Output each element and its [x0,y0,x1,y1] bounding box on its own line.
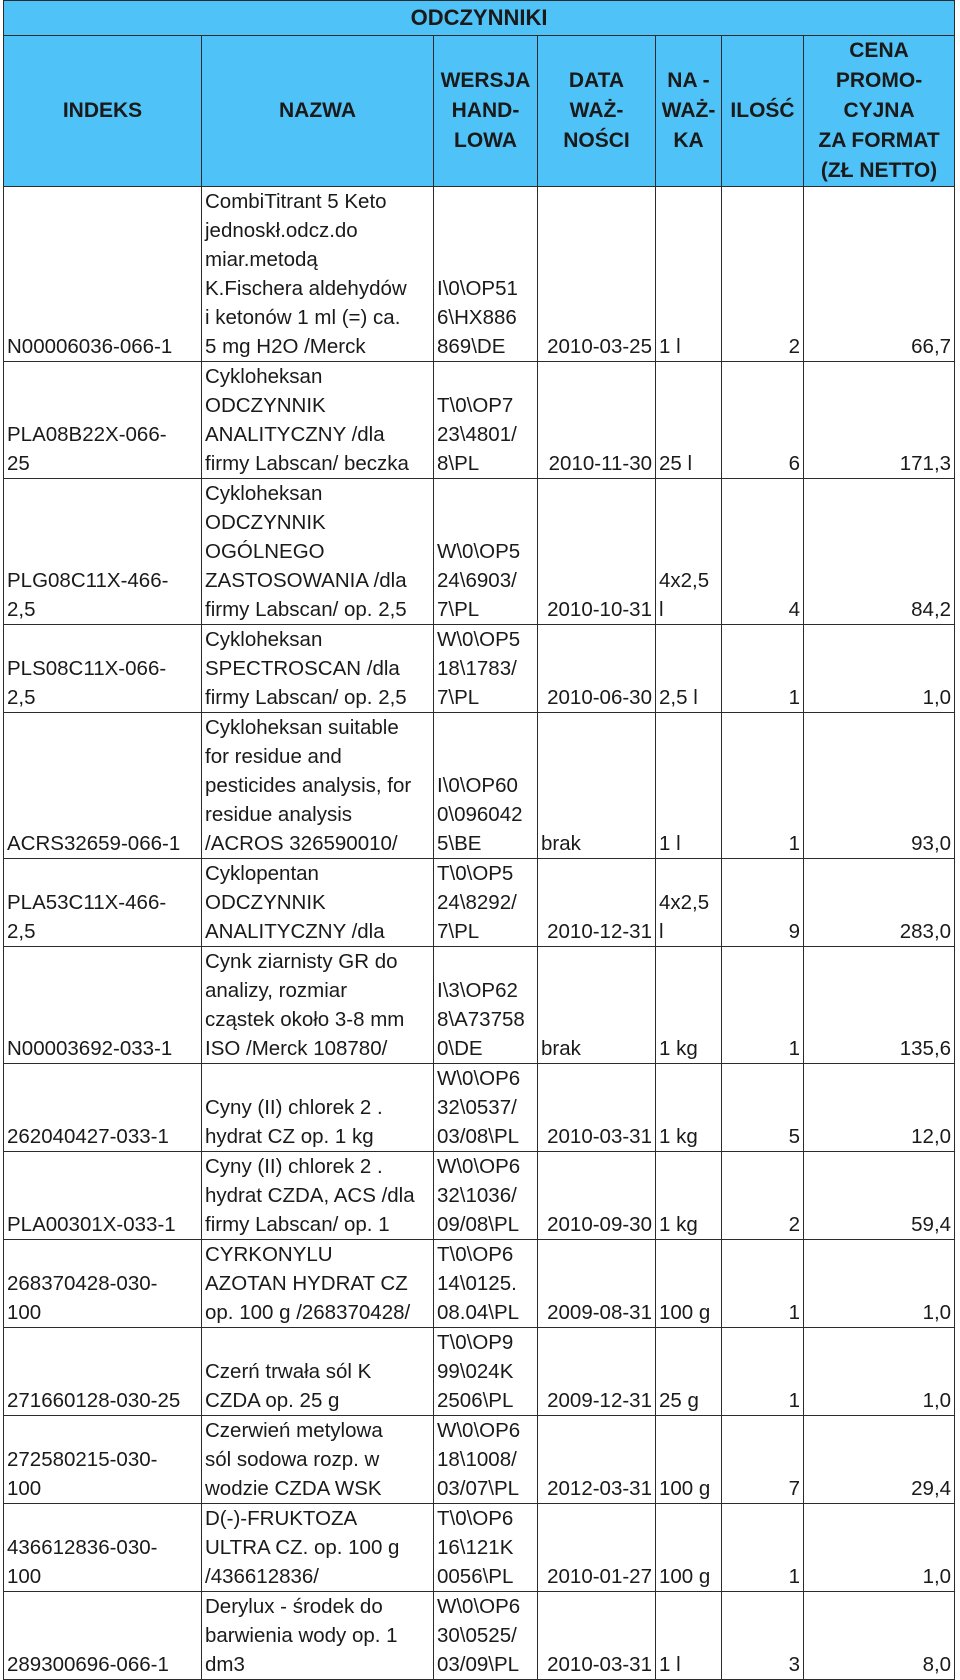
wersja-cell [434,947,538,1064]
wersja-cell-line: 0\DE [437,1037,483,1060]
indeks-cell [4,187,202,362]
nazwa-cell-line: barwienia wody op. 1 [205,1624,398,1647]
nawazka-cell-line: 1 l [659,1653,681,1676]
wersja-cell-line: 09/08\PL [437,1213,520,1236]
nazwa-cell [202,1328,434,1416]
header-line: NAZWA [279,99,356,122]
wersja-cell-line: 30\0525/ [437,1624,517,1647]
nazwa-cell-line: ODCZYNNIK [205,511,326,534]
nazwa-cell-line: hydrat CZDA, ACS /dla [205,1184,415,1207]
nazwa-cell-line: dm3 [205,1653,245,1676]
nazwa-cell-line: Cyny (II) chlorek 2 . [205,1155,383,1178]
header-line: LOWA [454,129,517,152]
nazwa-cell-line: sól sodowa rozp. w [205,1448,380,1471]
nawazka-cell [656,187,722,362]
indeks-cell [4,713,202,859]
nazwa-cell [202,1240,434,1328]
indeks-cell [4,947,202,1064]
wersja-cell-line: W\0\OP5 [437,540,521,563]
nazwa-cell-line: CYRKONYLU [205,1243,333,1266]
nawazka-cell-line: 4x2,5 [659,569,710,592]
indeks-cell [4,1152,202,1240]
header-line: HAND- [451,99,520,122]
nazwa-cell-line: wodzie CZDA WSK [205,1477,382,1500]
nawazka-cell-line: 100 g [659,1301,711,1324]
cena-cell: 135,6 [804,947,955,1064]
cena-cell: 1,0 [804,1504,955,1592]
nawazka-cell-line: 1 l [659,832,681,855]
nazwa-cell-line: /436612836/ [205,1565,320,1588]
nazwa-cell [202,713,434,859]
nawazka-cell [656,1592,722,1680]
nazwa-cell-line: D(-)-FRUKTOZA [205,1507,358,1530]
nawazka-cell-line: 2,5 l [659,686,698,709]
indeks-cell-line: PLA08B22X-066- [7,423,167,446]
wersja-cell-line: 24\6903/ [437,569,517,592]
nazwa-cell-line: firmy Labscan/ op. 2,5 [205,686,407,709]
ilosc-cell: 1 [722,1504,804,1592]
wersja-cell [434,713,538,859]
ilosc-cell: 1 [722,947,804,1064]
nazwa-cell-line: ANALITYCZNY /dla [205,920,385,943]
wersja-cell [434,1152,538,1240]
ilosc-cell: 2 [722,1152,804,1240]
wersja-cell-line: 03/09\PL [437,1653,520,1676]
indeks-cell-line: 271660128-030-25 [7,1389,181,1412]
nazwa-cell-line: Derylux - środek do [205,1595,383,1618]
nazwa-cell [202,187,434,362]
nazwa-cell-line: ZASTOSOWANIA /dla [205,569,407,592]
wersja-cell-line: T\0\OP6 [437,1243,514,1266]
wersja-cell-line: 7\PL [437,598,480,621]
nawazka-cell-line: 1 l [659,335,681,358]
indeks-cell-line: 100 [7,1565,42,1588]
indeks-cell-line: ACRS32659-066-1 [7,832,181,855]
nazwa-cell [202,947,434,1064]
data-waznosci-cell: 2010-03-31 [538,1592,656,1680]
ilosc-cell: 2 [722,187,804,362]
wersja-cell [434,1064,538,1152]
data-waznosci-cell: 2010-12-31 [538,859,656,947]
wersja-cell-line: 24\8292/ [437,891,517,914]
nawazka-cell-line: 25 g [659,1389,699,1412]
table-row [4,947,955,1064]
nazwa-cell-line: cząstek około 3-8 mm [205,1008,405,1031]
header-line: CENA [849,39,909,62]
indeks-cell [4,362,202,479]
nazwa-cell [202,1416,434,1504]
wersja-cell-line: T\0\OP7 [437,394,514,417]
table-title: ODCZYNNIKI [4,1,955,36]
wersja-cell-line: W\0\OP6 [437,1067,521,1090]
wersja-cell [434,1240,538,1328]
indeks-cell-line: PLS08C11X-066- [7,657,167,680]
wersja-cell [434,1504,538,1592]
cena-cell: 171,3 [804,362,955,479]
nawazka-cell [656,625,722,713]
wersja-cell-line: 18\1008/ [437,1448,517,1471]
wersja-cell-line: W\0\OP5 [437,628,521,651]
ilosc-cell: 3 [722,1592,804,1680]
nawazka-cell [656,713,722,859]
wersja-cell [434,625,538,713]
data-waznosci-cell: brak [538,947,656,1064]
nazwa-cell-line: AZOTAN HYDRAT CZ [205,1272,408,1295]
data-waznosci-cell: 2010-10-31 [538,479,656,625]
title-row [4,1,955,36]
data-waznosci-cell: 2010-06-30 [538,625,656,713]
nazwa-cell-line: residue analysis [205,803,352,826]
cena-cell: 59,4 [804,1152,955,1240]
table-row [4,1592,955,1680]
table-row [4,1064,955,1152]
table-row [4,187,955,362]
indeks-cell-line: 262040427-033-1 [7,1125,169,1148]
indeks-cell [4,1064,202,1152]
nazwa-cell-line: Czerń trwała sól K [205,1360,372,1383]
cena-cell: 66,7 [804,187,955,362]
header-cena [804,36,955,187]
indeks-cell-line: 272580215-030- [7,1448,158,1471]
wersja-cell [434,1328,538,1416]
indeks-cell-line: 25 [7,452,30,475]
nazwa-cell-line: Cyklopentan [205,862,319,885]
nawazka-cell-line: l [659,920,664,943]
reagents-sheet [3,0,955,1680]
indeks-cell [4,479,202,625]
wersja-cell-line: 0056\PL [437,1565,514,1588]
wersja-cell-line: W\0\OP6 [437,1595,521,1618]
header-line: NA - [667,69,710,92]
nazwa-cell-line: OGÓLNEGO [205,540,325,563]
nazwa-cell [202,362,434,479]
wersja-cell-line: W\0\OP6 [437,1419,521,1442]
table-row [4,1416,955,1504]
cena-cell: 12,0 [804,1064,955,1152]
data-waznosci-cell: 2009-08-31 [538,1240,656,1328]
wersja-cell [434,187,538,362]
wersja-cell-line: 32\0537/ [437,1096,517,1119]
nazwa-cell-line: hydrat CZ op. 1 kg [205,1125,374,1148]
cena-cell: 283,0 [804,859,955,947]
header-ilosc [722,36,804,187]
indeks-cell-line: 2,5 [7,598,36,621]
nazwa-cell [202,1504,434,1592]
nazwa-cell-line: 5 mg H2O /Merck [205,335,366,358]
wersja-cell [434,362,538,479]
reagents-table [3,0,955,1680]
table-body [4,187,955,1680]
nazwa-cell-line: CZDA op. 25 g [205,1389,340,1412]
indeks-cell [4,1328,202,1416]
nawazka-cell-line: 1 kg [659,1037,698,1060]
header-line: (ZŁ NETTO) [820,159,938,182]
nawazka-cell [656,1504,722,1592]
ilosc-cell: 7 [722,1416,804,1504]
ilosc-cell: 4 [722,479,804,625]
indeks-cell [4,1240,202,1328]
table-row [4,859,955,947]
ilosc-cell: 9 [722,859,804,947]
nawazka-cell-line: l [659,598,664,621]
wersja-cell-line: 869\DE [437,335,506,358]
header-line: ILOŚĆ [730,99,795,122]
wersja-cell [434,859,538,947]
indeks-cell-line: PLA53C11X-466- [7,891,167,914]
header-line: KA [673,129,704,152]
wersja-cell-line: 99\024K [437,1360,514,1383]
nazwa-cell-line: K.Fischera aldehydów [205,277,407,300]
wersja-cell-line: T\0\OP9 [437,1331,514,1354]
cena-cell: 1,0 [804,1328,955,1416]
wersja-cell [434,1592,538,1680]
wersja-cell-line: 6\HX886 [437,306,517,329]
header-line: NOŚCI [563,129,630,152]
header-line: CYJNA [843,99,915,122]
indeks-cell-line: PLA00301X-033-1 [7,1213,176,1236]
wersja-cell-line: 7\PL [437,686,480,709]
data-waznosci-cell: 2010-01-27 [538,1504,656,1592]
nazwa-cell-line: ODCZYNNIK [205,891,326,914]
table-row [4,1328,955,1416]
indeks-cell-line: 289300696-066-1 [7,1653,169,1676]
nawazka-cell-line: 4x2,5 [659,891,710,914]
table-row [4,1504,955,1592]
ilosc-cell: 6 [722,362,804,479]
wersja-cell-line: 16\121K [437,1536,514,1559]
wersja-cell-line: 03/07\PL [437,1477,520,1500]
nawazka-cell [656,859,722,947]
wersja-cell-line: 2506\PL [437,1389,514,1412]
nazwa-cell-line: Cykloheksan suitable [205,716,399,739]
nazwa-cell-line: i ketonów 1 ml (=) ca. [205,306,401,329]
table-row [4,362,955,479]
ilosc-cell: 1 [722,1328,804,1416]
indeks-cell [4,1416,202,1504]
nazwa-cell [202,1592,434,1680]
header-line: WERSJA [440,69,531,92]
table-row [4,1240,955,1328]
nawazka-cell [656,1416,722,1504]
header-data [538,36,656,187]
nazwa-cell-line: Cynk ziarnisty GR do [205,950,398,973]
header-row [4,36,955,187]
header-indeks [4,36,202,187]
wersja-cell-line: 0\096042 [437,803,523,826]
header-nawazka [656,36,722,187]
indeks-cell-line: N00003692-033-1 [7,1037,173,1060]
wersja-cell-line: 7\PL [437,920,480,943]
header-line: INDEKS [62,99,143,122]
nazwa-cell-line: /ACROS 326590010/ [205,832,398,855]
wersja-cell-line: T\0\OP6 [437,1507,514,1530]
nazwa-cell-line: firmy Labscan/ op. 2,5 [205,598,407,621]
wersja-cell [434,479,538,625]
cena-cell: 93,0 [804,713,955,859]
table-row [4,479,955,625]
header-nazwa [202,36,434,187]
cena-cell: 84,2 [804,479,955,625]
wersja-cell-line: 5\BE [437,832,482,855]
nazwa-cell-line: Cykloheksan [205,482,323,505]
indeks-cell [4,1504,202,1592]
data-waznosci-cell: 2010-03-25 [538,187,656,362]
wersja-cell-line: I\3\OP62 [437,979,518,1002]
data-waznosci-cell: 2010-09-30 [538,1152,656,1240]
cena-cell: 29,4 [804,1416,955,1504]
nawazka-cell [656,947,722,1064]
indeks-cell-line: 2,5 [7,686,36,709]
nazwa-cell-line: ANALITYCZNY /dla [205,423,385,446]
wersja-cell-line: 18\1783/ [437,657,517,680]
indeks-cell-line: 268370428-030- [7,1272,158,1295]
indeks-cell-line: N00006036-066-1 [7,335,173,358]
table-row [4,625,955,713]
wersja-cell-line: 32\1036/ [437,1184,517,1207]
nazwa-cell-line: firmy Labscan/ beczka [205,452,409,475]
indeks-cell-line: 100 [7,1477,42,1500]
data-waznosci-cell: 2009-12-31 [538,1328,656,1416]
wersja-cell-line: I\0\OP60 [437,774,518,797]
header-line: DATA [568,69,625,92]
table-row [4,1152,955,1240]
nawazka-cell [656,1240,722,1328]
cena-cell: 1,0 [804,1240,955,1328]
nawazka-cell [656,1328,722,1416]
nawazka-cell-line: 1 kg [659,1213,698,1236]
indeks-cell [4,1592,202,1680]
nazwa-cell-line: Cykloheksan [205,628,323,651]
ilosc-cell: 1 [722,713,804,859]
nawazka-cell [656,362,722,479]
cena-cell: 8,0 [804,1592,955,1680]
header-line: WAŻ- [661,99,716,122]
header-line: PROMO- [835,69,923,92]
ilosc-cell: 1 [722,1240,804,1328]
nawazka-cell [656,1064,722,1152]
nawazka-cell-line: 1 kg [659,1125,698,1148]
data-waznosci-cell: 2012-03-31 [538,1416,656,1504]
table-row [4,713,955,859]
nawazka-cell-line: 25 l [659,452,693,475]
header-line: WAŻ- [569,99,624,122]
indeks-cell-line: 2,5 [7,920,36,943]
nazwa-cell-line: pesticides analysis, for [205,774,412,797]
indeks-cell [4,859,202,947]
nazwa-cell-line: ULTRA CZ. op. 100 g [205,1536,400,1559]
wersja-cell-line: 8\PL [437,452,480,475]
wersja-cell-line: 03/08\PL [437,1125,520,1148]
indeks-cell-line: 100 [7,1301,42,1324]
data-waznosci-cell: brak [538,713,656,859]
nazwa-cell-line: jednoskł.odcz.do [205,219,358,242]
nazwa-cell-line: SPECTROSCAN /dla [205,657,400,680]
nazwa-cell [202,1152,434,1240]
nazwa-cell-line: ISO /Merck 108780/ [205,1037,388,1060]
indeks-cell-line: PLG08C11X-466- [7,569,169,592]
nazwa-cell-line: firmy Labscan/ op. 1 [205,1213,390,1236]
wersja-cell-line: W\0\OP6 [437,1155,521,1178]
nazwa-cell-line: op. 100 g /268370428/ [205,1301,411,1324]
wersja-cell-line: 23\4801/ [437,423,517,446]
wersja-cell-line: T\0\OP5 [437,862,514,885]
ilosc-cell: 5 [722,1064,804,1152]
nazwa-cell-line: ODCZYNNIK [205,394,326,417]
nawazka-cell-line: 100 g [659,1477,711,1500]
nazwa-cell-line: miar.metodą [205,248,318,271]
nazwa-cell [202,625,434,713]
ilosc-cell: 1 [722,625,804,713]
indeks-cell [4,625,202,713]
wersja-cell [434,1416,538,1504]
nawazka-cell-line: 100 g [659,1565,711,1588]
indeks-cell-line: 436612836-030- [7,1536,158,1559]
nazwa-cell [202,479,434,625]
data-waznosci-cell: 2010-11-30 [538,362,656,479]
wersja-cell-line: 14\0125. [437,1272,517,1295]
nazwa-cell [202,1064,434,1152]
wersja-cell-line: 8\A73758 [437,1008,525,1031]
nazwa-cell-line: for residue and [205,745,342,768]
nazwa-cell-line: Czerwień metylowa [205,1419,383,1442]
nazwa-cell-line: CombiTitrant 5 Keto [205,190,387,213]
wersja-cell-line: 08.04\PL [437,1301,520,1324]
cena-cell: 1,0 [804,625,955,713]
nazwa-cell [202,859,434,947]
nawazka-cell [656,1152,722,1240]
nazwa-cell-line: analizy, rozmiar [205,979,348,1002]
wersja-cell-line: I\0\OP51 [437,277,518,300]
data-waznosci-cell: 2010-03-31 [538,1064,656,1152]
header-wersja [434,36,538,187]
nawazka-cell [656,479,722,625]
header-line: ZA FORMAT [818,129,940,152]
nazwa-cell-line: Cyny (II) chlorek 2 . [205,1096,383,1119]
nazwa-cell-line: Cykloheksan [205,365,323,388]
